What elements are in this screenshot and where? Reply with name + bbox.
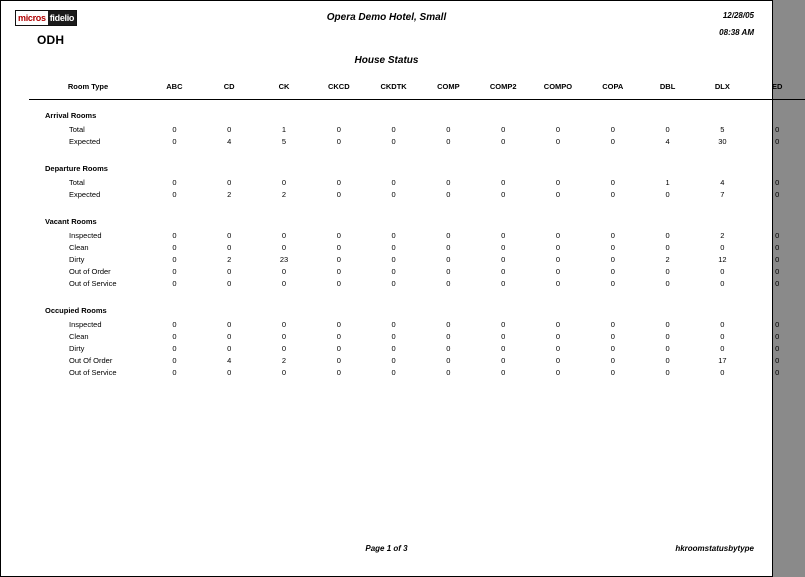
column-header-abc: ABC <box>147 78 202 100</box>
column-header-dbl: DBL <box>640 78 695 100</box>
section-empty-cell <box>147 206 202 229</box>
cell-value: 0 <box>720 319 725 329</box>
cell-value: 0 <box>555 319 561 329</box>
cell-value: 0 <box>446 278 451 288</box>
cell-value: 0 <box>227 343 232 353</box>
cell-value: 0 <box>775 124 780 134</box>
cell-value: 12 <box>718 254 727 264</box>
cell-value: 0 <box>665 230 670 240</box>
section-header-row <box>29 295 805 318</box>
cell-value: 0 <box>336 266 341 276</box>
report-sheet <box>7 6 783 571</box>
house-status-table-wrap <box>29 78 783 378</box>
cell-value: 0 <box>665 331 670 341</box>
cell-value: 0 <box>391 136 396 146</box>
cell-value: 0 <box>172 124 177 134</box>
cell-value: 0 <box>281 343 287 353</box>
table-row <box>29 318 805 330</box>
cell-value: 0 <box>172 331 177 341</box>
cell-value: 0 <box>720 367 725 377</box>
column-header-ckdtk: CKDTK <box>366 78 421 100</box>
row-label: Dirty <box>69 343 85 353</box>
cell-value: 0 <box>775 254 780 264</box>
section-empty-cell <box>147 100 202 124</box>
table-row <box>29 176 805 188</box>
cell-value: 0 <box>172 367 177 377</box>
cell-value: 0 <box>336 367 341 377</box>
cell-value: 0 <box>172 254 177 264</box>
cell-value: 0 <box>501 230 506 240</box>
cell-value: 0 <box>610 343 615 353</box>
section-empty-cell <box>366 295 421 318</box>
cell-value: 4 <box>720 177 725 187</box>
section-empty-cell <box>750 206 805 229</box>
section-empty-cell <box>585 100 640 124</box>
section-empty-cell <box>311 206 366 229</box>
cell-value: 0 <box>501 355 506 365</box>
section-empty-cell <box>421 295 476 318</box>
section-empty-cell <box>257 206 312 229</box>
table-row <box>29 135 805 147</box>
cell-value: 0 <box>610 136 615 146</box>
cell-value: 0 <box>775 242 780 252</box>
section-empty-cell <box>366 153 421 176</box>
column-header-comp: COMP <box>421 78 476 100</box>
cell-value: 0 <box>501 278 506 288</box>
section-title: Departure Rooms <box>45 163 108 173</box>
cell-value: 0 <box>446 242 451 252</box>
cell-value: 0 <box>446 355 451 365</box>
cell-value: 0 <box>610 230 615 240</box>
cell-value: 0 <box>555 278 561 288</box>
cell-value: 0 <box>172 177 177 187</box>
cell-value: 0 <box>336 331 341 341</box>
cell-value: 0 <box>775 343 780 353</box>
cell-value: 2 <box>720 230 725 240</box>
cell-value: 0 <box>501 242 506 252</box>
cell-value: 0 <box>501 367 506 377</box>
cell-value: 0 <box>281 331 287 341</box>
section-empty-cell <box>585 295 640 318</box>
logo-micros-text: micros <box>18 13 46 23</box>
section-header-row <box>29 206 805 229</box>
cell-value: 0 <box>775 367 780 377</box>
cell-value: 0 <box>172 242 177 252</box>
cell-value: 0 <box>610 177 615 187</box>
cell-value: 5 <box>281 136 287 146</box>
cell-value: 0 <box>172 230 177 240</box>
table-row <box>29 265 805 277</box>
section-empty-cell <box>476 153 531 176</box>
column-header-ed: ED <box>750 78 805 100</box>
cell-value: 17 <box>718 355 727 365</box>
cell-value: 4 <box>227 355 232 365</box>
section-empty-cell <box>476 295 531 318</box>
cell-value: 0 <box>665 367 670 377</box>
column-header-ckcd: CKCD <box>311 78 366 100</box>
cell-value: 0 <box>446 177 451 187</box>
section-empty-cell <box>202 100 257 124</box>
section-empty-cell <box>257 295 312 318</box>
section-empty-cell <box>640 153 695 176</box>
module-code: ODH <box>37 33 65 47</box>
row-label: Clean <box>69 242 89 252</box>
cell-value: 0 <box>555 230 561 240</box>
cell-value: 1 <box>665 177 670 187</box>
cell-value: 0 <box>665 266 670 276</box>
section-title: Occupied Rooms <box>45 305 107 315</box>
section-empty-cell <box>421 100 476 124</box>
row-label: Inspected <box>69 230 102 240</box>
cell-value: 0 <box>610 189 615 199</box>
cell-value: 0 <box>227 230 232 240</box>
cell-value: 0 <box>446 331 451 341</box>
row-label: Out of Service <box>69 278 117 288</box>
cell-value: 0 <box>720 343 725 353</box>
cell-value: 0 <box>336 254 341 264</box>
section-empty-cell <box>147 295 202 318</box>
row-label: Out Of Order <box>69 355 113 365</box>
section-empty-cell <box>640 100 695 124</box>
table-row <box>29 366 805 378</box>
cell-value: 23 <box>279 254 289 264</box>
section-empty-cell <box>585 206 640 229</box>
cell-value: 0 <box>391 367 396 377</box>
column-header-room-type: Room Type <box>29 78 147 100</box>
cell-value: 0 <box>610 319 615 329</box>
cell-value: 0 <box>775 355 780 365</box>
cell-value: 7 <box>720 189 725 199</box>
cell-value: 0 <box>446 266 451 276</box>
section-empty-cell <box>695 100 750 124</box>
section-empty-cell <box>640 206 695 229</box>
cell-value: 0 <box>172 189 177 199</box>
cell-value: 0 <box>336 343 341 353</box>
cell-value: 0 <box>281 367 287 377</box>
cell-value: 0 <box>227 278 232 288</box>
section-empty-cell <box>311 100 366 124</box>
row-label: Out of Order <box>69 266 111 276</box>
cell-value: 0 <box>446 136 451 146</box>
cell-value: 0 <box>391 189 396 199</box>
cell-value: 0 <box>665 242 670 252</box>
section-header-row <box>29 100 805 124</box>
row-label: Total <box>69 124 85 134</box>
section-empty-cell <box>585 153 640 176</box>
cell-value: 0 <box>391 124 396 134</box>
cell-value: 0 <box>775 266 780 276</box>
cell-value: 0 <box>555 177 561 187</box>
cell-value: 0 <box>172 355 177 365</box>
cell-value: 0 <box>610 266 615 276</box>
footer-report-name: hkroomstatusbytype <box>675 544 754 553</box>
cell-value: 0 <box>172 266 177 276</box>
section-empty-cell <box>202 295 257 318</box>
cell-value: 0 <box>281 242 287 252</box>
cell-value: 0 <box>775 319 780 329</box>
report-date: 12/28/05 <box>722 11 754 20</box>
section-empty-cell <box>695 206 750 229</box>
column-header-comp2: COMP2 <box>476 78 531 100</box>
cell-value: 0 <box>227 266 232 276</box>
table-row <box>29 241 805 253</box>
cell-value: 0 <box>775 331 780 341</box>
section-empty-cell <box>476 206 531 229</box>
section-empty-cell <box>531 153 586 176</box>
cell-value: 0 <box>665 343 670 353</box>
cell-value: 0 <box>391 343 396 353</box>
table-row <box>29 123 805 135</box>
row-label: Expected <box>69 136 101 146</box>
cell-value: 0 <box>336 177 341 187</box>
cell-value: 0 <box>665 189 670 199</box>
section-empty-cell <box>311 295 366 318</box>
cell-value: 0 <box>665 355 670 365</box>
cell-value: 0 <box>446 124 451 134</box>
section-empty-cell <box>366 100 421 124</box>
table-head <box>29 78 805 100</box>
cell-value: 0 <box>665 124 670 134</box>
cell-value: 0 <box>227 319 232 329</box>
cell-value: 0 <box>555 331 561 341</box>
row-label: Out of Service <box>69 367 117 377</box>
section-empty-cell <box>257 153 312 176</box>
cell-value: 4 <box>227 136 232 146</box>
cell-value: 4 <box>665 136 670 146</box>
row-label: Dirty <box>69 254 85 264</box>
cell-value: 0 <box>775 189 780 199</box>
logo-fidelio-text: fidelio <box>49 13 75 23</box>
cell-value: 0 <box>391 254 396 264</box>
cell-value: 0 <box>501 124 506 134</box>
section-empty-cell <box>750 295 805 318</box>
cell-value: 0 <box>336 278 341 288</box>
cell-value: 0 <box>391 177 396 187</box>
cell-value: 0 <box>720 331 725 341</box>
section-empty-cell <box>421 153 476 176</box>
row-label: Expected <box>69 189 101 199</box>
section-empty-cell <box>311 153 366 176</box>
cell-value: 0 <box>555 367 561 377</box>
cell-value: 0 <box>281 230 287 240</box>
table-row <box>29 354 805 366</box>
cell-value: 0 <box>501 319 506 329</box>
cell-value: 0 <box>665 319 670 329</box>
house-status-table <box>29 78 805 378</box>
cell-value: 30 <box>718 136 727 146</box>
section-title: Vacant Rooms <box>45 216 97 226</box>
cell-value: 0 <box>610 355 615 365</box>
cell-value: 0 <box>501 331 506 341</box>
cell-value: 0 <box>336 124 341 134</box>
cell-value: 5 <box>720 124 725 134</box>
row-label: Clean <box>69 331 89 341</box>
section-empty-cell <box>257 100 312 124</box>
row-label: Total <box>69 177 85 187</box>
cell-value: 1 <box>281 124 287 134</box>
section-empty-cell <box>531 295 586 318</box>
cell-value: 0 <box>227 177 232 187</box>
cell-value: 0 <box>281 266 287 276</box>
cell-value: 0 <box>720 278 725 288</box>
cell-value: 0 <box>336 189 341 199</box>
section-empty-cell <box>695 153 750 176</box>
table-row <box>29 277 805 289</box>
cell-value: 0 <box>227 242 232 252</box>
section-empty-cell <box>202 153 257 176</box>
cell-value: 0 <box>336 136 341 146</box>
column-header-cd: CD <box>202 78 257 100</box>
cell-value: 0 <box>720 242 725 252</box>
cell-value: 0 <box>391 319 396 329</box>
cell-value: 0 <box>391 331 396 341</box>
cell-value: 0 <box>227 124 232 134</box>
cell-value: 0 <box>172 136 177 146</box>
cell-value: 0 <box>391 355 396 365</box>
cell-value: 0 <box>610 331 615 341</box>
cell-value: 0 <box>446 254 451 264</box>
column-header-copa: COPA <box>585 78 640 100</box>
cell-value: 0 <box>446 343 451 353</box>
cell-value: 0 <box>555 355 561 365</box>
cell-value: 0 <box>501 189 506 199</box>
section-empty-cell <box>366 206 421 229</box>
cell-value: 0 <box>501 136 506 146</box>
hotel-title: Opera Demo Hotel, Small <box>326 12 447 23</box>
cell-value: 0 <box>336 242 341 252</box>
table-row <box>29 253 805 265</box>
cell-value: 0 <box>555 136 561 146</box>
section-empty-cell <box>421 206 476 229</box>
cell-value: 0 <box>555 254 561 264</box>
table-row <box>29 330 805 342</box>
cell-value: 0 <box>555 242 561 252</box>
column-header-ck: CK <box>257 78 312 100</box>
cell-value: 0 <box>555 124 561 134</box>
section-empty-cell <box>476 100 531 124</box>
cell-value: 0 <box>501 343 506 353</box>
cell-value: 0 <box>775 136 780 146</box>
cell-value: 0 <box>336 355 341 365</box>
cell-value: 0 <box>610 124 615 134</box>
cell-value: 0 <box>336 319 341 329</box>
table-row <box>29 229 805 241</box>
cell-value: 0 <box>501 177 506 187</box>
section-empty-cell <box>640 295 695 318</box>
cell-value: 0 <box>610 242 615 252</box>
section-empty-cell <box>531 100 586 124</box>
cell-value: 0 <box>391 242 396 252</box>
cell-value: 0 <box>172 319 177 329</box>
section-empty-cell <box>147 153 202 176</box>
section-empty-cell <box>531 206 586 229</box>
section-empty-cell <box>202 206 257 229</box>
footer-page-number: Page 1 of 3 <box>365 544 408 553</box>
column-header-dlx: DLX <box>695 78 750 100</box>
cell-value: 2 <box>281 189 287 199</box>
cell-value: 0 <box>501 266 506 276</box>
cell-value: 0 <box>775 278 780 288</box>
row-label: Inspected <box>69 319 102 329</box>
table-row <box>29 188 805 200</box>
cell-value: 0 <box>172 278 177 288</box>
table-row <box>29 342 805 354</box>
table-header-row <box>29 78 805 100</box>
cell-value: 0 <box>446 319 451 329</box>
cell-value: 0 <box>665 278 670 288</box>
cell-value: 0 <box>501 254 506 264</box>
cell-value: 0 <box>555 343 561 353</box>
section-title: Arrival Rooms <box>45 110 97 120</box>
cell-value: 0 <box>391 230 396 240</box>
report-title: House Status <box>354 55 419 66</box>
cell-value: 0 <box>610 367 615 377</box>
cell-value: 0 <box>281 319 287 329</box>
cell-value: 0 <box>227 367 232 377</box>
cell-value: 0 <box>720 266 725 276</box>
cell-value: 0 <box>227 331 232 341</box>
cell-value: 0 <box>336 230 341 240</box>
cell-value: 0 <box>555 189 561 199</box>
cell-value: 0 <box>446 367 451 377</box>
cell-value: 0 <box>391 278 396 288</box>
cell-value: 0 <box>281 177 287 187</box>
cell-value: 0 <box>281 278 287 288</box>
table-body <box>29 100 805 379</box>
cell-value: 0 <box>446 230 451 240</box>
cell-value: 0 <box>775 230 780 240</box>
cell-value: 0 <box>610 254 615 264</box>
cell-value: 2 <box>281 355 287 365</box>
section-empty-cell <box>750 100 805 124</box>
cell-value: 0 <box>610 278 615 288</box>
cell-value: 0 <box>446 189 451 199</box>
cell-value: 0 <box>775 177 780 187</box>
report-time: 08:38 AM <box>719 28 754 37</box>
section-header-row <box>29 153 805 176</box>
cell-value: 2 <box>227 189 232 199</box>
section-empty-cell <box>695 295 750 318</box>
section-empty-cell <box>750 153 805 176</box>
cell-value: 2 <box>665 254 670 264</box>
cell-value: 0 <box>391 266 396 276</box>
cell-value: 2 <box>227 254 232 264</box>
column-header-compo: COMPO <box>531 78 586 100</box>
cell-value: 0 <box>172 343 177 353</box>
cell-value: 0 <box>555 266 561 276</box>
